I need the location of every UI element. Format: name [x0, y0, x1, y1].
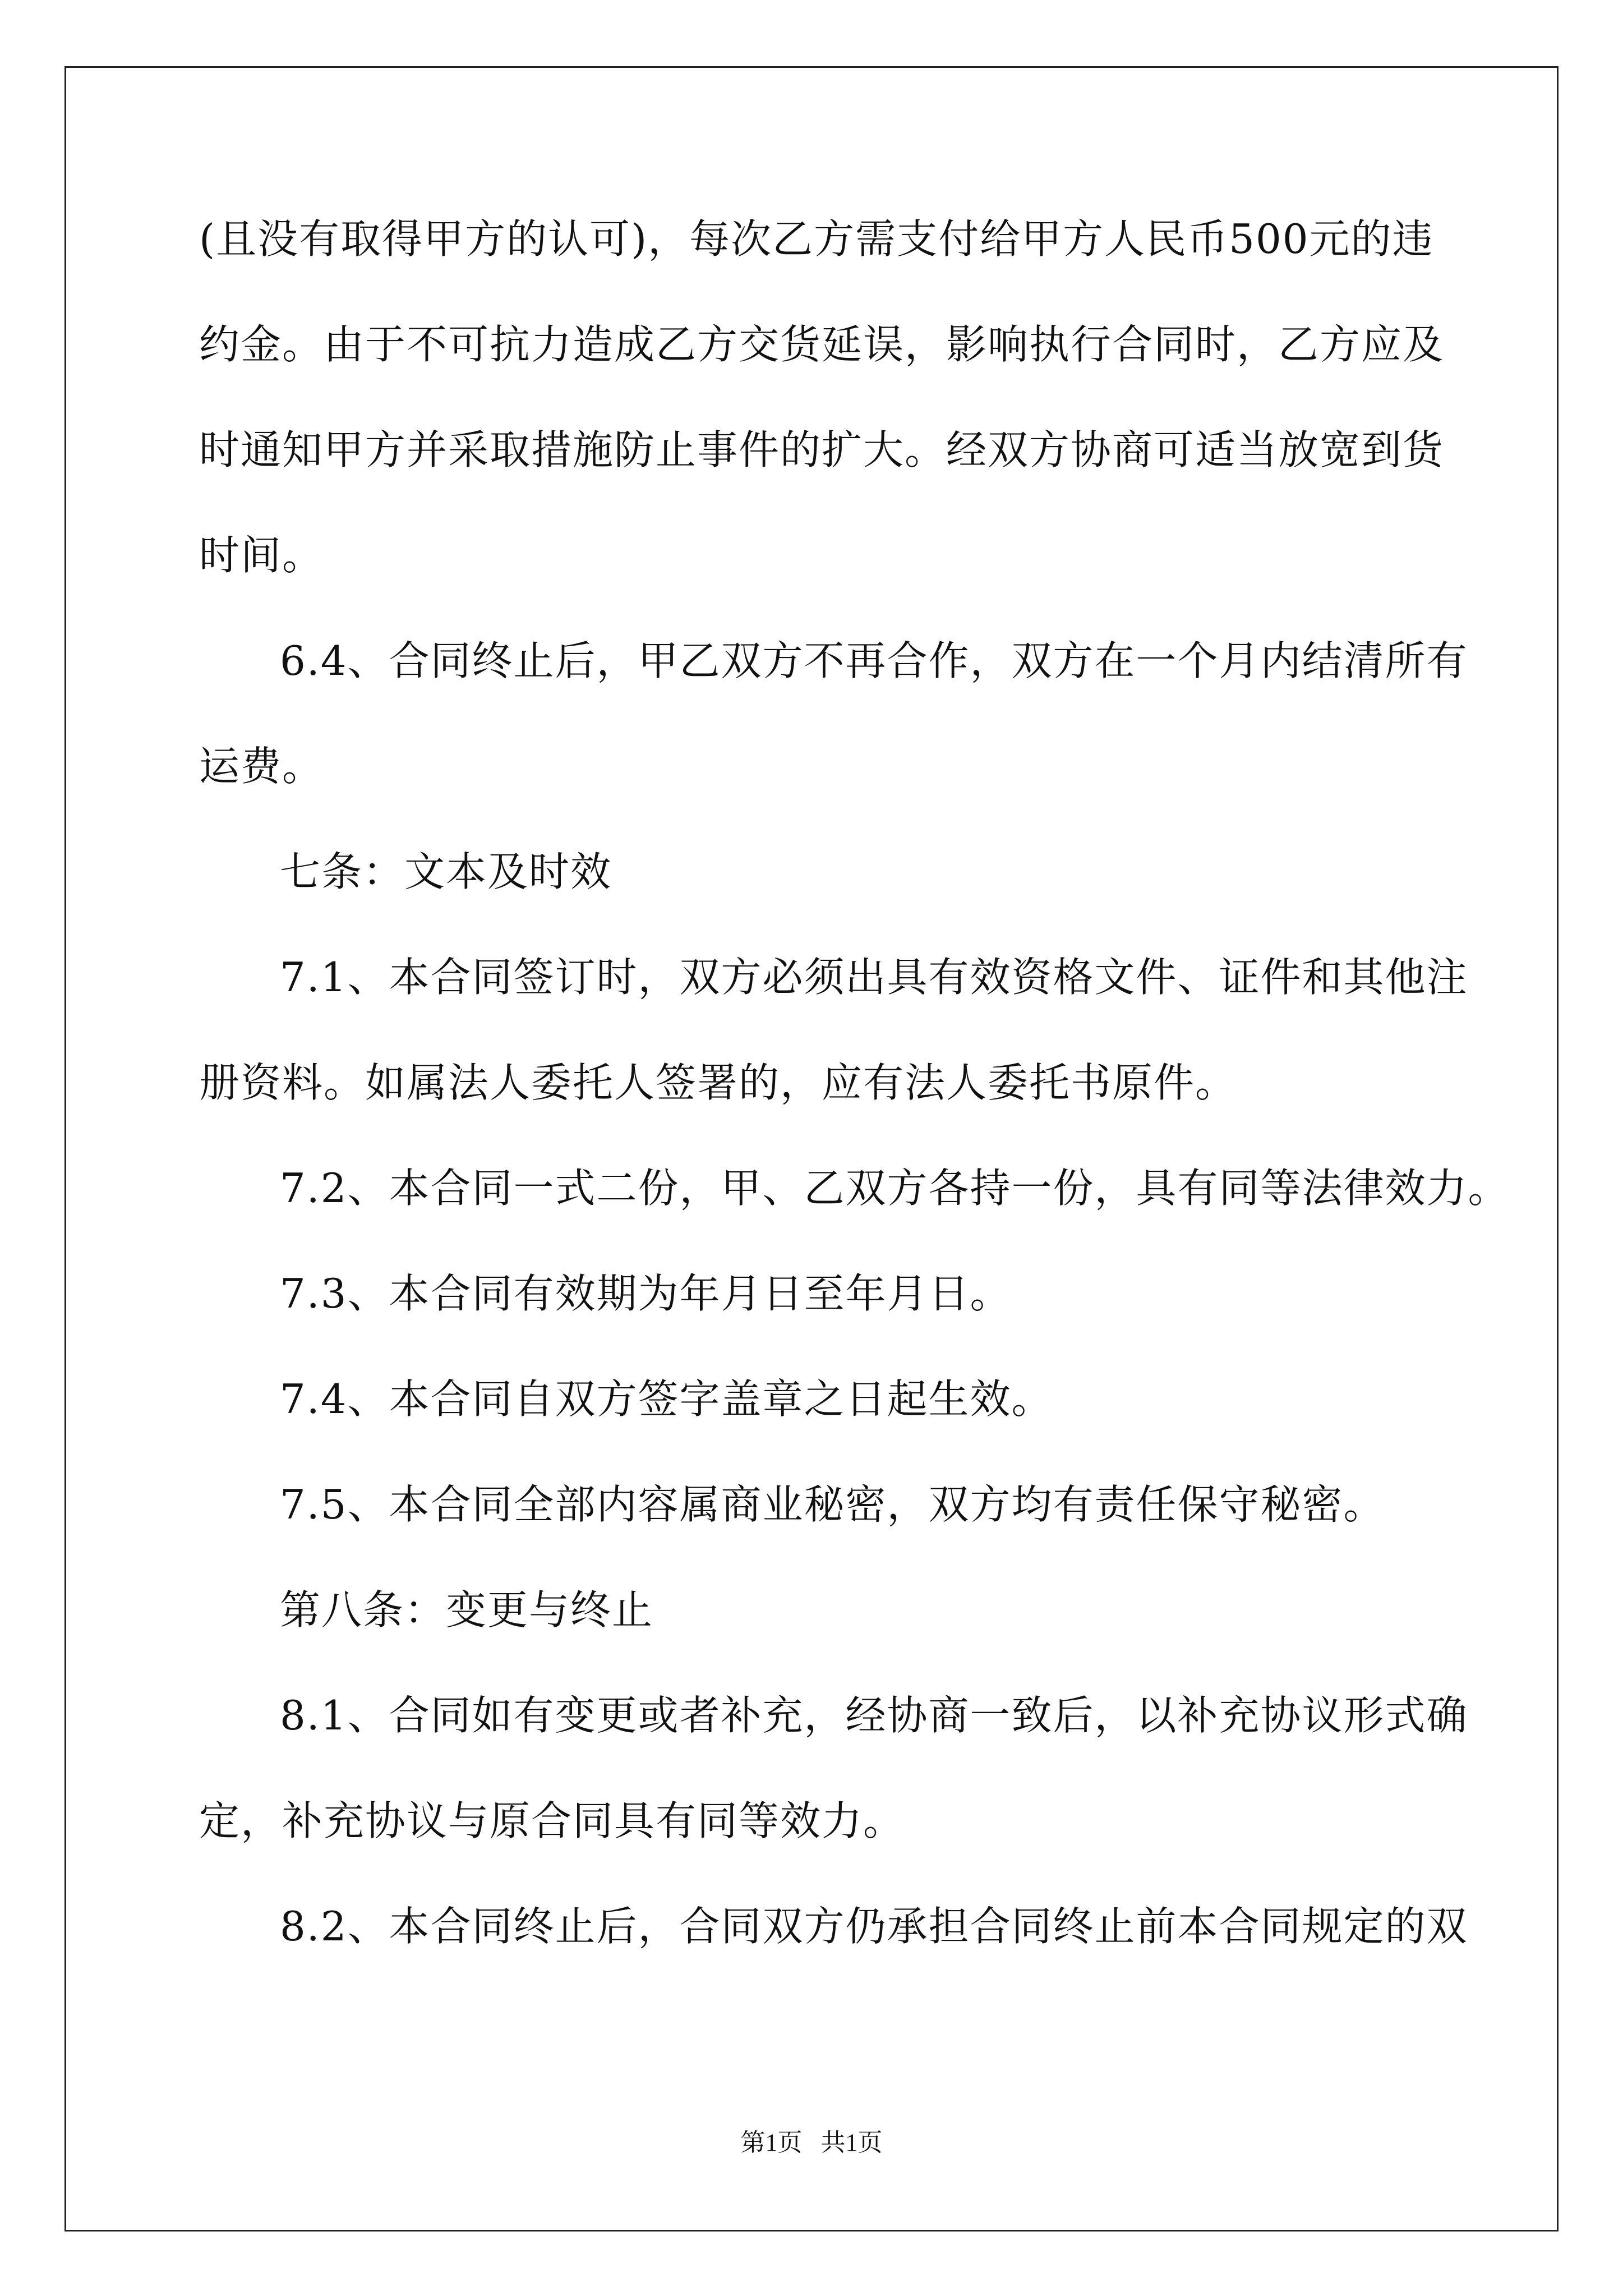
- clause-7-4: 7.4、本合同自双方签字盖章之日起生效。: [280, 1375, 1053, 1423]
- clause-7-3: 7.3、本合同有效期为年月日至年月日。: [280, 1270, 1012, 1317]
- section-heading-8: 第八条：变更与终止: [280, 1586, 654, 1634]
- clause-7-2: 7.2、本合同一式二份，甲、乙双方各持一份，具有同等法律效力。: [280, 1165, 1510, 1212]
- clause-6-4-line-1: 6.4、合同终止后，甲乙双方不再合作，双方在一个月内结清所有: [280, 637, 1468, 684]
- section-heading-7: 七条：文本及时效: [280, 848, 612, 895]
- page-number-footer: 第1页 共1页: [740, 2129, 883, 2156]
- clause-7-1-line-1: 7.1、本合同签订时，双方必须出具有效资格文件、证件和其他注: [280, 954, 1468, 1001]
- clause-8-1-line-1: 8.1、合同如有变更或者补充，经协商一致后，以补充协议形式确: [280, 1692, 1468, 1739]
- clause-7-5: 7.5、本合同全部内容属商业秘密，双方均有责任保守秘密。: [280, 1481, 1385, 1528]
- clause-7-1-line-2: 册资料。如属法人委托人签署的，应有法人委托书原件。: [199, 1059, 1237, 1106]
- clause-8-1-line-2: 定，补充协议与原合同具有同等效力。: [199, 1797, 905, 1844]
- clause-8-2-line-1: 8.2、本合同终止后，合同双方仍承担合同终止前本合同规定的双: [280, 1903, 1468, 1950]
- clause-6-4-line-2: 运费。: [199, 743, 324, 790]
- text-line-3: 时通知甲方并采取措施防止事件的扩大。经双方协商可适当放宽到货: [199, 426, 1445, 473]
- text-line-4: 时间。: [199, 532, 324, 579]
- text-line-2: 约金。由于不可抗力造成乙方交货延误，影响执行合同时，乙方应及: [199, 321, 1445, 368]
- text-line-1: (且没有取得甲方的认可)，每次乙方需支付给甲方人民币500元的违: [199, 215, 1434, 263]
